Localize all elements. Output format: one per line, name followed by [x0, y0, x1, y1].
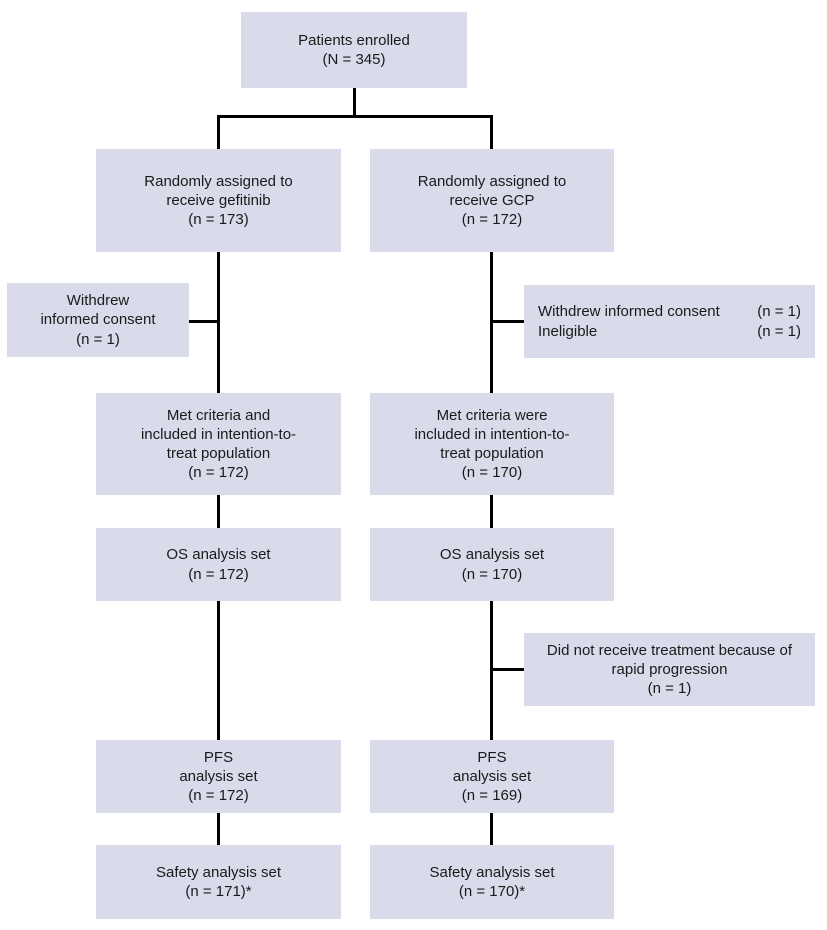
edge-right-withdrew-connector [491, 320, 524, 323]
node-text-line: (n = 1) [76, 330, 120, 348]
node-text-line: (n = 172) [188, 565, 249, 583]
node-text-line: (n = 172) [188, 787, 249, 805]
exclusion-row [538, 322, 801, 341]
node-randomized-gefitinib [96, 149, 341, 252]
node-withdrew-ineligible-right [524, 285, 815, 358]
node-text-line: included in intention-to- [140, 425, 297, 443]
edge-left-itt-to-os [217, 493, 220, 530]
node-text-line: analysis set [179, 767, 258, 785]
node-text-line: (N = 345) [322, 51, 386, 68]
node-text-line: (n = 172) [188, 464, 249, 482]
node-os-set-right [370, 528, 614, 601]
node-text-line: Randomly assigned to [144, 172, 293, 190]
node-text-line: rapid progression [611, 660, 728, 678]
edge-branch-left-drop [217, 115, 220, 151]
node-text-line: Met criteria were [436, 406, 548, 424]
node-text-line: (n = 173) [188, 211, 249, 229]
node-withdrew-consent-left [7, 283, 189, 357]
node-text-line: Patients enrolled [298, 31, 410, 49]
node-text-line: receive GCP [449, 191, 535, 209]
node-text-line: (n = 171)* [185, 883, 252, 900]
node-text-line: Withdrew [66, 292, 130, 310]
node-text-line: (n = 170) [461, 565, 523, 583]
node-text-line: Safety analysis set [429, 863, 555, 881]
node-text-line: (n = 169) [461, 787, 523, 805]
node-text-line: analysis set [452, 767, 532, 785]
edge-left-os-to-pfs [217, 599, 220, 742]
exclusion-count: (n = 1) [757, 322, 801, 340]
node-text-line: OS analysis set [439, 546, 545, 564]
node-text-line: (n = 170)* [458, 883, 526, 900]
node-text-line: (n = 170) [461, 464, 523, 482]
exclusion-label: Ineligible [538, 322, 598, 340]
node-text-line: included in intention-to- [414, 425, 570, 443]
edge-left-pfs-to-safety [217, 811, 220, 847]
edge-branch-right-drop [490, 115, 493, 151]
node-itt-left [96, 393, 341, 495]
node-text-line: Randomly assigned to [417, 172, 567, 190]
node-text-line: treat population [440, 445, 544, 462]
node-text-line: treat population [166, 445, 271, 462]
node-text-line: (n = 172) [461, 211, 523, 229]
edge-branch-horizontal [217, 115, 493, 118]
exclusion-row [538, 302, 801, 321]
edge-no-treatment-connector [491, 668, 524, 671]
edge-left-withdrew-connector [189, 320, 220, 323]
node-os-set-left [96, 528, 341, 601]
node-text-line: (n = 1) [647, 680, 692, 698]
node-text-line: Did not receive treatment because of [546, 641, 793, 659]
node-text-line: informed consent [40, 311, 156, 329]
node-text-line: receive gefitinib [166, 191, 271, 209]
node-pfs-set-right [370, 740, 614, 813]
node-text-line: Safety analysis set [155, 863, 282, 881]
node-patients-enrolled [241, 12, 467, 88]
edge-enrolled-stem [353, 85, 356, 118]
edge-right-itt-to-os [490, 493, 493, 530]
edge-right-pfs-to-safety [490, 811, 493, 847]
node-text-line: PFS [477, 748, 507, 766]
node-no-treatment-right [524, 633, 815, 706]
exclusion-count: (n = 1) [757, 303, 801, 321]
node-safety-set-left [96, 845, 341, 919]
node-text-line: Met criteria and [166, 406, 271, 424]
exclusion-label: Withdrew informed consent [538, 303, 720, 321]
node-text-line: PFS [203, 748, 234, 766]
node-pfs-set-left [96, 740, 341, 813]
node-text-line: OS analysis set [166, 546, 271, 564]
node-randomized-gcp [370, 149, 614, 252]
node-safety-set-right [370, 845, 614, 919]
node-itt-right [370, 393, 614, 495]
